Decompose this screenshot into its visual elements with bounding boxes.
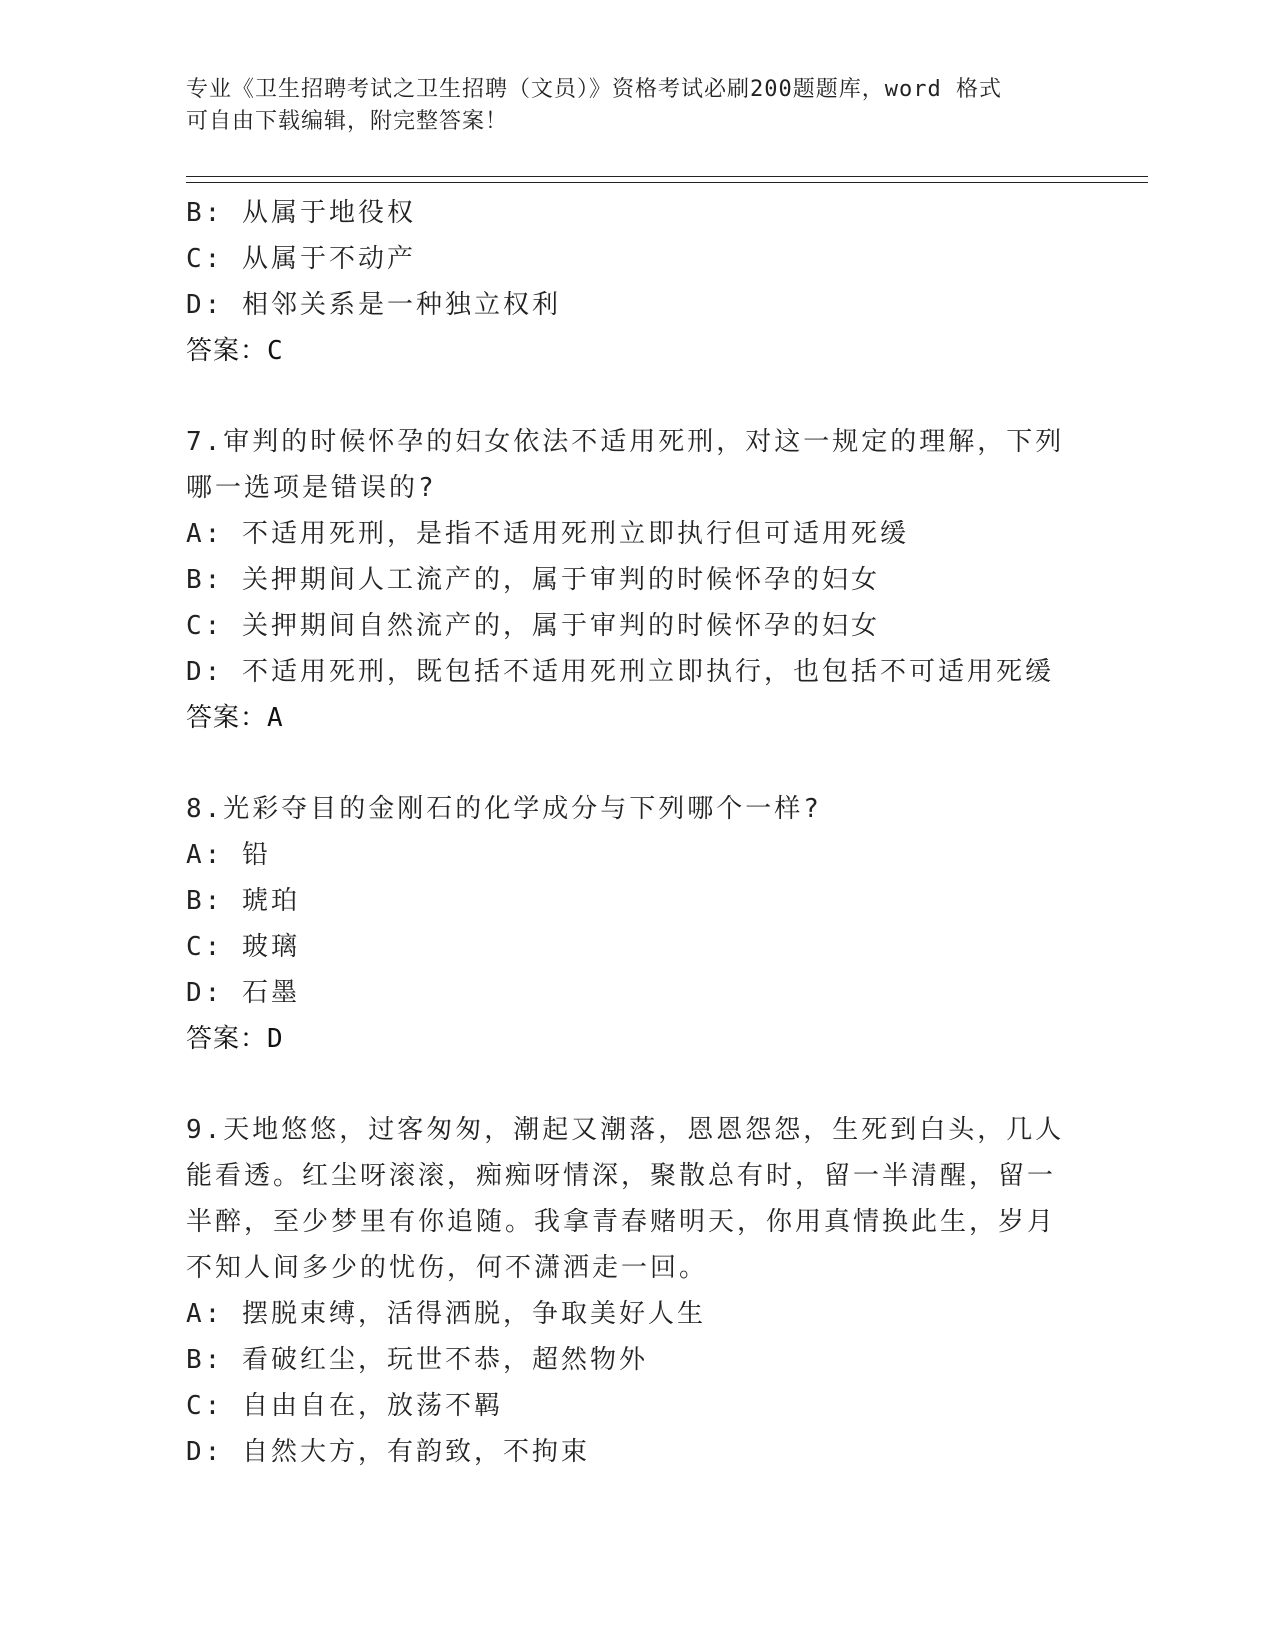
document-header bbox=[186, 74, 1066, 138]
answer-value: D bbox=[267, 1024, 284, 1054]
answer-line bbox=[186, 1016, 1086, 1062]
question-text-line: 能看透。红尘呀滚滚，痴痴呀情深，聚散总有时，留一半清醒，留一 bbox=[186, 1161, 1057, 1191]
spacer bbox=[186, 374, 1086, 419]
question-7 bbox=[186, 419, 1086, 741]
question-9 bbox=[186, 1107, 1086, 1475]
question-text-line: 7.审判的时候怀孕的妇女依法不适用死刑，对这一规定的理解，下列 bbox=[186, 427, 1065, 457]
option-c: C: 关押期间自然流产的，属于审判的时候怀孕的妇女 bbox=[186, 611, 880, 641]
spacer bbox=[186, 741, 1086, 786]
option-a: A: 摆脱束缚，活得洒脱，争取美好人生 bbox=[186, 1299, 706, 1329]
option-d: D: 石墨 bbox=[186, 978, 300, 1008]
document-body bbox=[186, 190, 1086, 1475]
option-b: B: 从属于地役权 bbox=[186, 198, 416, 228]
option-c: C: 从属于不动产 bbox=[186, 244, 416, 274]
option-d: D: 相邻关系是一种独立权利 bbox=[186, 290, 561, 320]
spacer bbox=[186, 1062, 1086, 1107]
option-b: B: 琥珀 bbox=[186, 886, 300, 916]
option-a: A: 铅 bbox=[186, 840, 271, 870]
answer-label: 答案： bbox=[186, 336, 268, 366]
option-b: B: 关押期间人工流产的，属于审判的时候怀孕的妇女 bbox=[186, 565, 880, 595]
answer-line bbox=[186, 695, 1086, 741]
answer-value: A bbox=[267, 703, 284, 733]
answer-label: 答案： bbox=[186, 1024, 268, 1054]
option-b: B: 看破红尘，玩世不恭，超然物外 bbox=[186, 1345, 648, 1375]
header-line-2: 可自由下载编辑，附完整答案！ bbox=[186, 109, 509, 134]
header-rule-bottom bbox=[186, 182, 1148, 183]
answer-line bbox=[186, 328, 1086, 374]
question-text-line: 半醉，至少梦里有你追随。我拿青春赌明天，你用真情换此生，岁月 bbox=[186, 1207, 1057, 1237]
option-d: D: 不适用死刑，既包括不适用死刑立即执行，也包括不可适用死缓 bbox=[186, 657, 1054, 687]
question-text-line: 不知人间多少的忧伤，何不潇洒走一回。 bbox=[186, 1253, 709, 1283]
option-c: C: 玻璃 bbox=[186, 932, 300, 962]
option-d: D: 自然大方，有韵致，不拘束 bbox=[186, 1437, 590, 1467]
header-line-1: 专业《卫生招聘考试之卫生招聘（文员）》资格考试必刷200题题库，word 格式 bbox=[186, 77, 1002, 102]
question-8 bbox=[186, 786, 1086, 1062]
question-text-line: 哪一选项是错误的? bbox=[186, 473, 437, 503]
question-6-tail bbox=[186, 190, 1086, 374]
question-text-line: 8.光彩夺目的金刚石的化学成分与下列哪个一样? bbox=[186, 794, 822, 824]
answer-label: 答案： bbox=[186, 703, 268, 733]
question-text-line: 9.天地悠悠，过客匆匆，潮起又潮落，恩恩怨怨，生死到白头，几人 bbox=[186, 1115, 1065, 1145]
answer-value: C bbox=[267, 336, 284, 366]
option-a: A: 不适用死刑，是指不适用死刑立即执行但可适用死缓 bbox=[186, 519, 909, 549]
header-rule-top bbox=[186, 176, 1148, 177]
option-c: C: 自由自在，放荡不羁 bbox=[186, 1391, 503, 1421]
